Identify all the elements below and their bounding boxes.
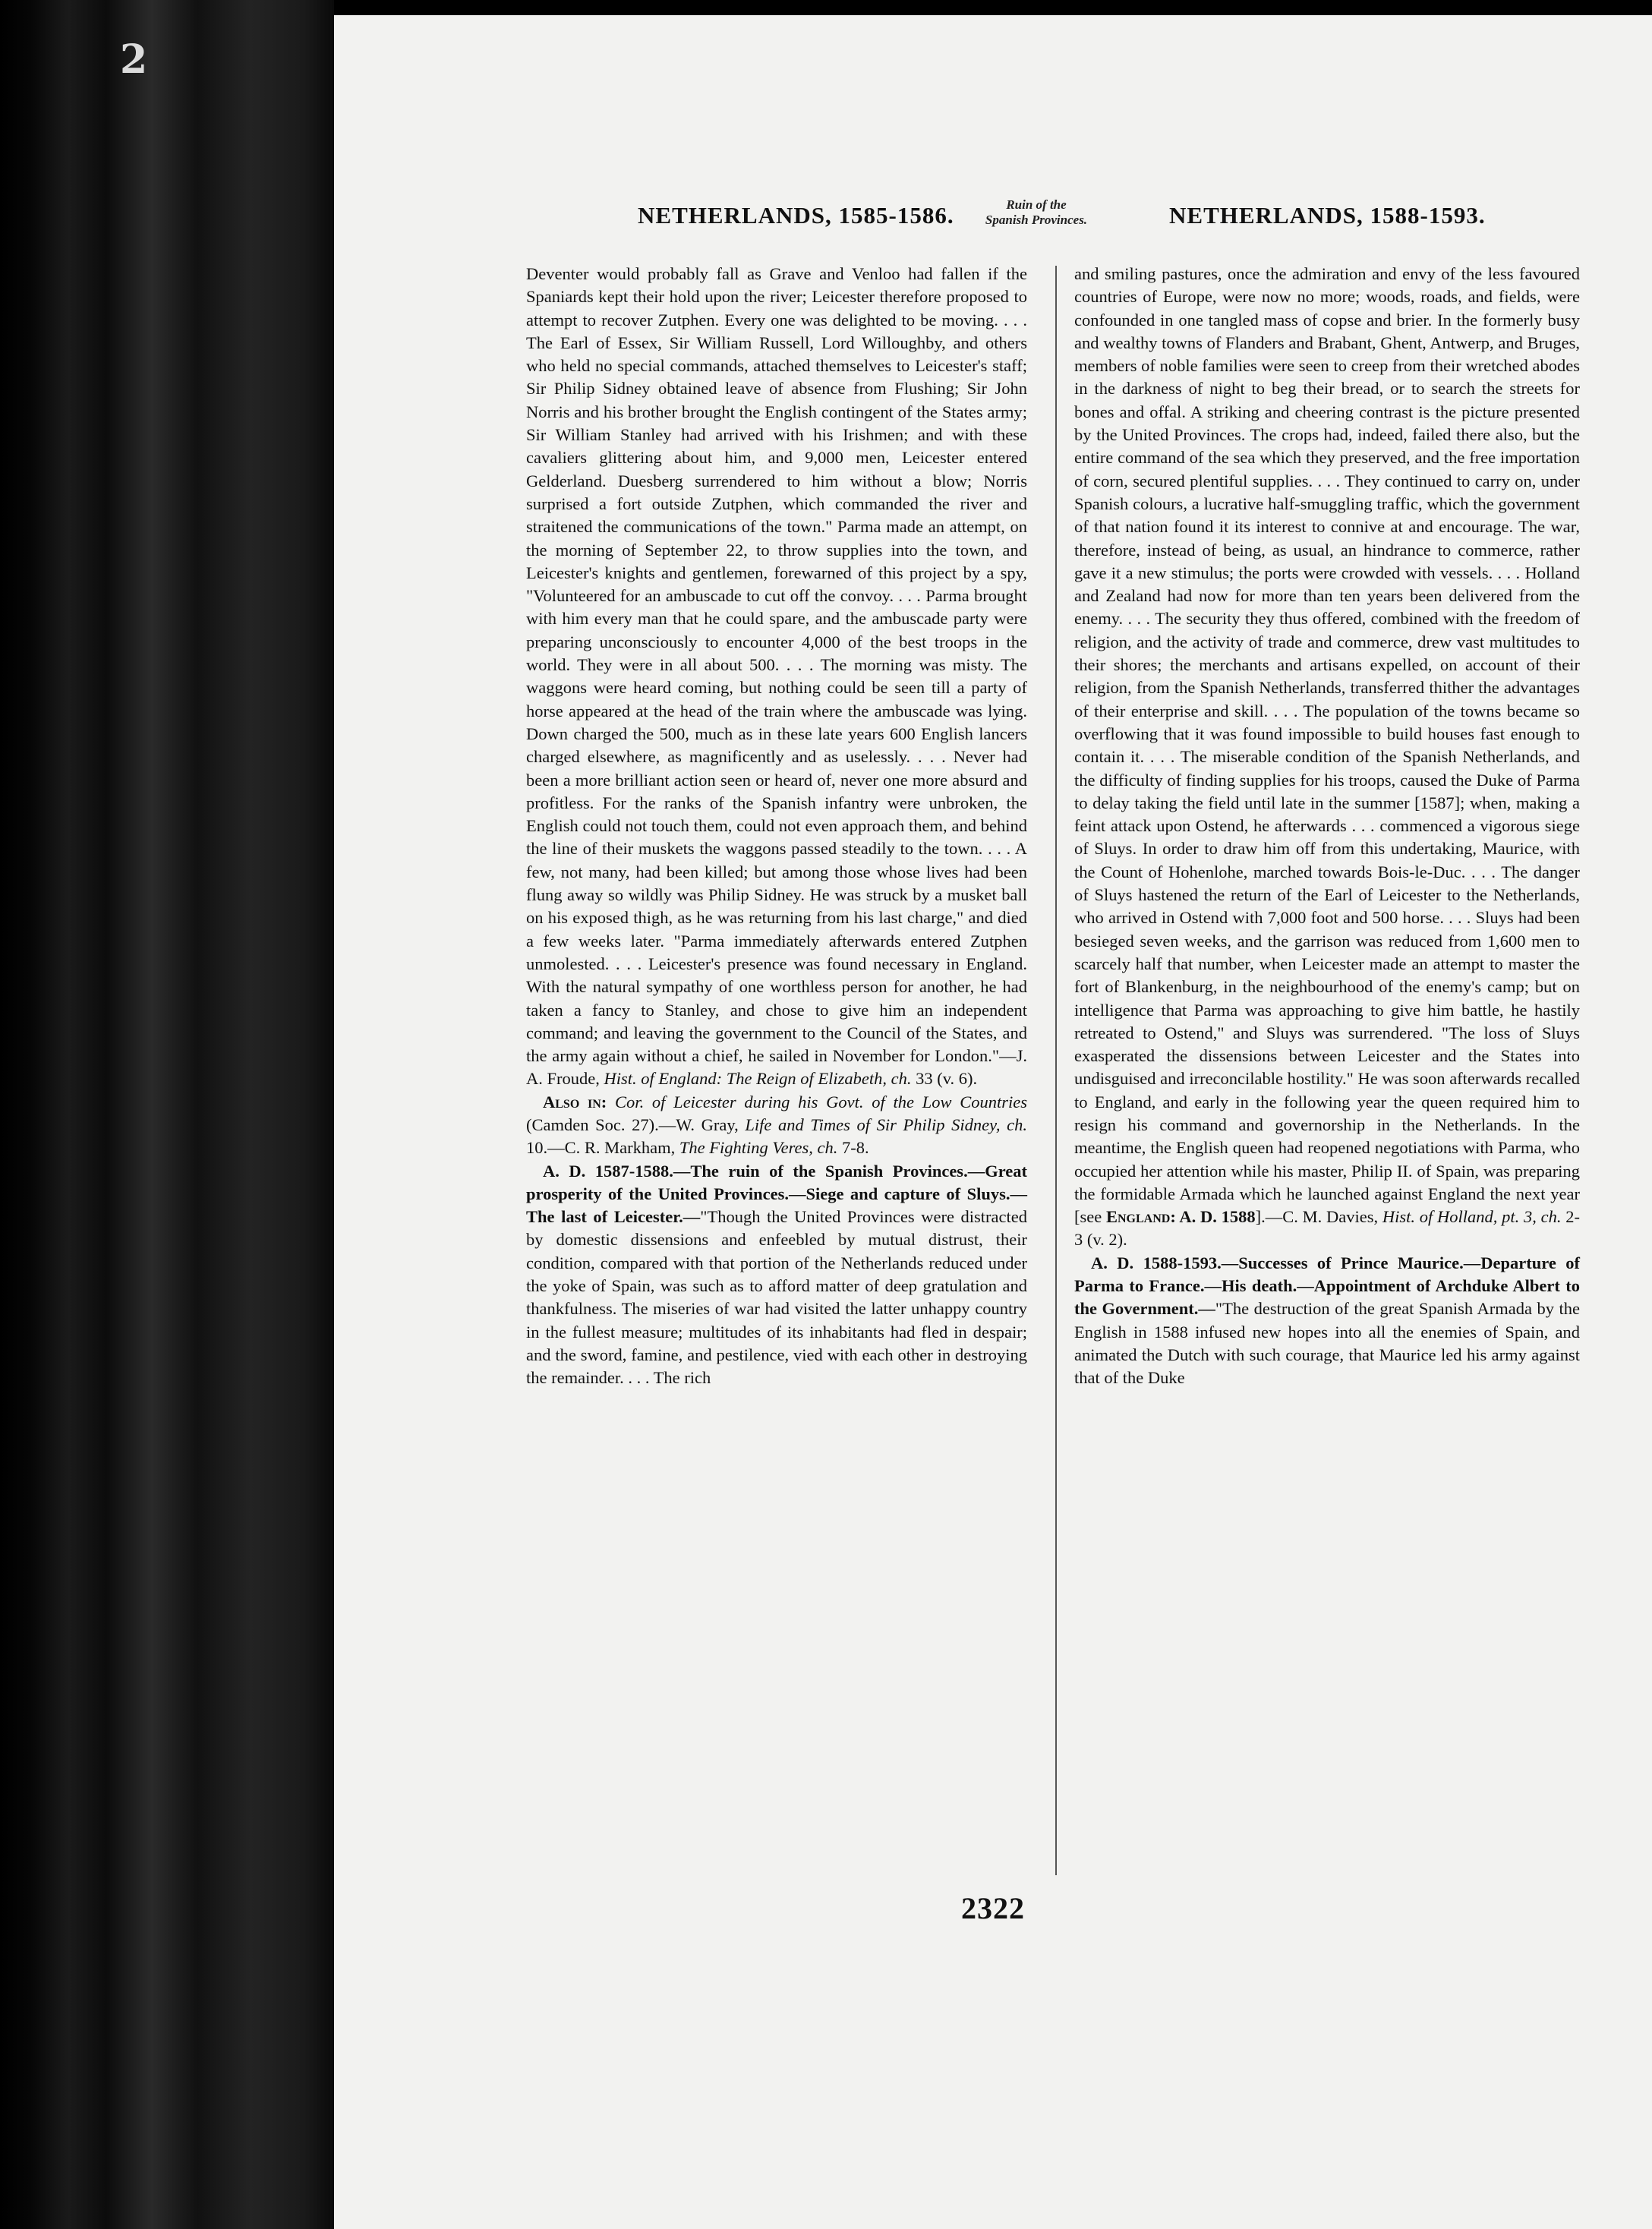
page-number: 2322 (961, 1891, 1025, 1925)
column-divider (1055, 266, 1057, 1875)
right-p1-citation-end: 2-3 (v. 2). (1074, 1207, 1581, 1250)
header-middle-line1: Ruin of the (1006, 197, 1067, 212)
also-cite-2: Life and Times of Sir Philip Sidney, ch. (745, 1114, 1028, 1134)
document-page (334, 15, 1652, 2229)
also-cite-3: The Fighting Veres, ch. (679, 1138, 838, 1158)
header-right-title: NETHERLANDS, 1588-1593. (1169, 202, 1486, 229)
entry-1588-heading: A. D. 1588-1593.—Successes of Prince Maurice.—Departure of Parma to France.—His death.—Appointment of Archduke Albert to the Government.— (1074, 1253, 1580, 1319)
header-middle-line2: Spanish Provinces. (985, 213, 1088, 227)
entry-1588-1593 (1074, 1252, 1580, 1390)
also-cite-1: Cor. of Leicester during his Govt. of the Low Countries (615, 1092, 1028, 1111)
also-in-paragraph (526, 1091, 1027, 1160)
right-p1-reference-end: ].—C. M. Davies, (1255, 1207, 1379, 1227)
also-text-2: 10.—C. R. Markham, (526, 1138, 676, 1158)
left-p1-text: Deventer would probably fall as Grave and Venloo had fallen if the Spaniards kept their hold upon the river; Leicester therefore proposed to attempt to recover Zutphen. Every one was delighted to be moving. . . . The Earl of Essex, Sir William Russell, Lord Willoughby, and others who held no special commands, attached themselves to Leicester's staff; Sir Philip Sidney obtained leave of absence from Flushing; Sir John Norris and his brother brought the English contingent of the States army; Sir William Stanley had arrived with his Irishmen; and with these cavaliers glittering about him, and 9,000 men, Leicester entered Gelderland. Duesberg surrendered to him without a blow; Norris surprised a fort outside Zutphen, which commanded the river and straitened the communications of the town." Parma made an attempt, on the morning of September 22, to throw supplies into the town, and Leicester's knights and gentlemen, forewarned of this project by a spy, "Volunteered for an ambuscade to cut off the convoy. . . . Parma brought with him every man that he could spare, and the ambuscade party were preparing unconsciously to encounter 4,000 of the best troops in the world. They were in all about 500. . . . The morning was misty. The waggons were heard coming, but nothing could be seen till a party of horse appeared at the head of the train where the ambuscade was lying. Down charged the 500, much as in these late years 600 English lancers charged elsewhere, as magnificently and as uselessly. . . . Never had been a more brilliant action seen or heard of, never one more absurd and profitless. For the ranks of the Spanish infantry were unbroken, the English could not touch them, could not even approach them, and behind the line of their muskets the waggons passed steadily to the town. . . . A few, not many, had been killed; but among those whose lives had been flung away so wildly was Philip Sidney. He was struck by a musket ball on his exposed thigh, as he was returning from his last charge," and died a few weeks later. "Parma immediately afterwards entered Zutphen unmolested. . . . Leicester's presence was found necessary in England. With the natural sympathy of one worthless person for another, he had taken a fancy to Stanley, and chose to give him an independent command; and leaving the government to the Council of the States, and the army again without a chief, he sailed in November for London."—J. A. Froude, (526, 264, 1027, 1089)
left-paragraph-1 (526, 263, 1027, 1091)
also-text-3: 7-8. (842, 1138, 869, 1158)
running-header (334, 191, 1652, 252)
left-p1-citation: Hist. of England: The Reign of Elizabeth, ch. (604, 1069, 912, 1089)
right-p1-reference: England: A. D. 1588 (1106, 1207, 1256, 1227)
entry-1588-text: "The destruction of the great Spanish Armada by the English in 1588 infused new hopes into all the enemies of Spain, and animated the Dutch with such courage, that Maurice led his army against that of the Duke (1074, 1299, 1581, 1388)
right-column (1074, 263, 1580, 1390)
entry-1587-text: "Though the United Provinces were distracted by domestic dissensions and enfeebled by mutual distrust, their condition, compared with that portion of the Netherlands reduced under the yoke of Spain, was such as to afford matter of deep gratulation and thankfulness. The miseries of war had visited the latter unhappy country in the fullest measure; multitudes of its inhabitants had fled in despair; and the sword, famine, and pestilence, vied with each other in destroying the remainder. . . . The rich (526, 1207, 1028, 1388)
header-middle-subject (960, 197, 1112, 228)
right-p1-citation: Hist. of Holland, pt. 3, ch. (1382, 1207, 1562, 1227)
film-frame-mark: 2 (120, 36, 148, 83)
microfilm-border (0, 0, 334, 2229)
left-p1-citation-end: 33 (v. 6). (916, 1069, 978, 1089)
entry-1587-heading: A. D. 1587-1588.—The ruin of the Spanish Provinces.—Great prosperity of the United Provinces.—Siege and capture of Sluys.—The last of Leicester.— (526, 1161, 1027, 1227)
left-column (526, 263, 1027, 1390)
right-p1-text: and smiling pastures, once the admiration and envy of the less favoured countries of Europe, were now no more; woods, roads, and fields, were confounded in one tangled mass of copse and brier. In the formerly busy and wealthy towns of Flanders and Brabant, Ghent, Antwerp, and Bruges, members of noble families were seen to creep from their wretched abodes in the darkness of night to beg their bread, or to search the streets for bones and offal. A striking and cheering contrast is the picture presented by the United Provinces. The crops had, indeed, failed there also, but the entire command of the sea which they preserved, and the free importation of corn, secured plentiful supplies. . . . They continued to carry on, under Spanish colours, a lucrative half-smuggling traffic, which the government of that nation found it its interest to connive at and encourage. The war, therefore, instead of being, as usual, an hindrance to commerce, rather gave it a new stimulus; the ports were crowded with vessels. . . . Holland and Zealand had now for more than ten years been delivered from the enemy. . . . The security they thus offered, combined with the freedom of religion, and the activity of trade and commerce, drew vast multitudes to their shores; the merchants and artisans expelled, on account of their religion, from the Spanish Netherlands, transferred thither the advantages of their enterprise and skill. . . . The population of the towns became so overflowing that it was found impossible to build houses fast enough to contain it. . . . The miserable condition of the Spanish Netherlands, and the difficulty of finding supplies for his troops, caused the Duke of Parma to delay taking the field until late in the summer [1587]; when, making a feint attack upon Ostend, he afterwards . . . commenced a vigorous siege of Sluys. In order to draw him off from this undertaking, Maurice, with the Count of Hohenlohe, marched towards Bois-le-Duc. . . . The danger of Sluys hastened the return of the Earl of Leicester to the Netherlands, who arrived in Ostend with 7,000 foot and 500 horse. . . . Sluys had been besieged seven weeks, and the garrison was reduced from 1,600 men to scarcely half that number, when Leicester made an attempt to master the fort of Blankenburg, in the neighbourhood of the enemy's camp; but on intelligence that Parma was approaching to give him battle, he hastily retreated to Ostend," and Sluys was surrendered. "The loss of Sluys exasperated the dissensions between Leicester and the States into undisguised and irreconcilable hostility." He was soon afterwards recalled to England, and early in the following year the queen required him to resign his command and governorship in the Netherlands. In the meantime, the English queen had reopened negotiations with Parma, who occupied her attention while his master, Philip II. of Spain, was preparing the formidable Armada which he launched against England the next year [see (1074, 264, 1580, 1227)
entry-1587-1588 (526, 1160, 1027, 1390)
right-paragraph-1 (1074, 263, 1580, 1252)
header-left-title: NETHERLANDS, 1585-1586. (638, 202, 954, 229)
also-in-label: Also in: (543, 1092, 607, 1111)
also-text-1: (Camden Soc. 27).—W. Gray, (526, 1114, 739, 1134)
